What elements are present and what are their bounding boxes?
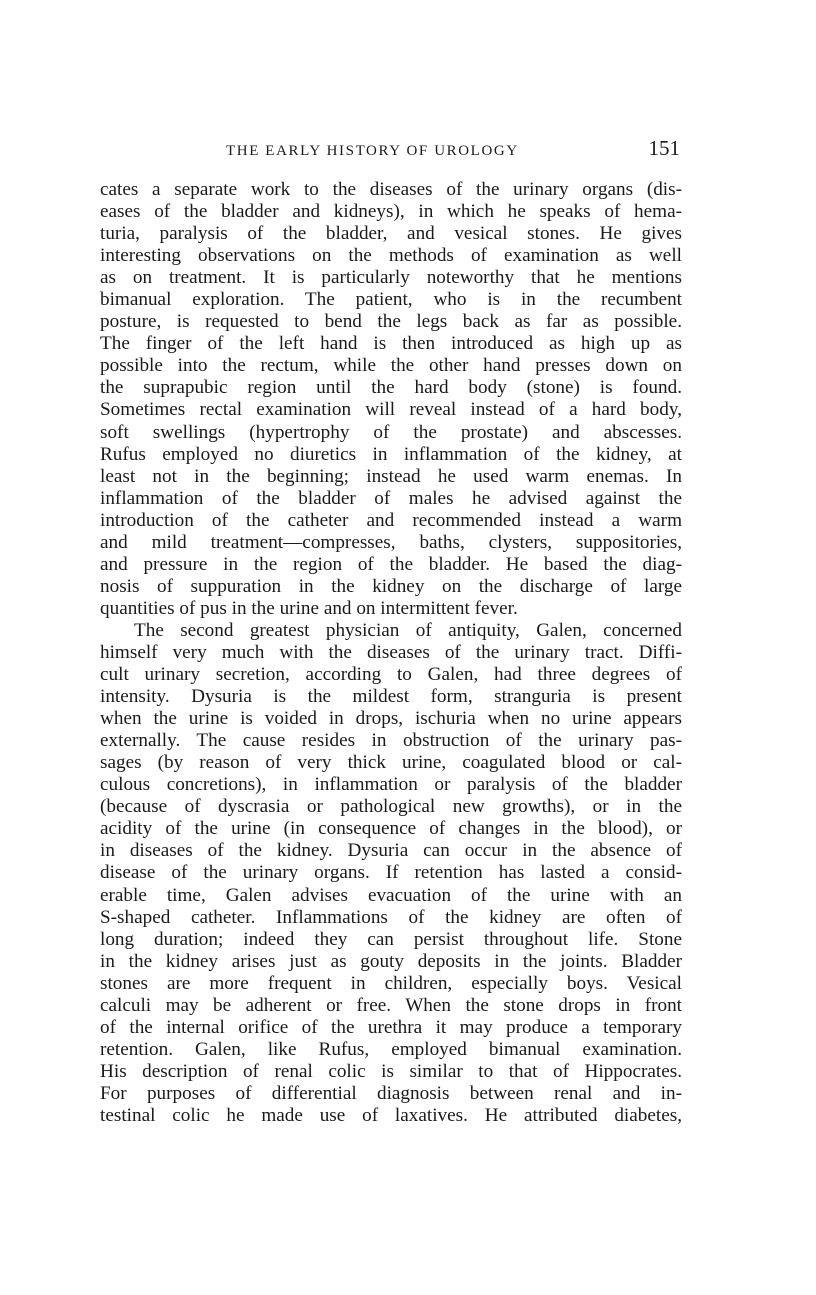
body-text <box>100 179 682 1127</box>
text-line: himself very much with the diseases of the urinary tract. Diffi- <box>100 641 682 663</box>
text-line: posture, is requested to bend the legs back as far as possible. <box>100 311 682 333</box>
text-line: turia, paralysis of the bladder, and vesical stones. He gives <box>100 223 682 245</box>
text-line: S-shaped catheter. Inflammations of the kidney are often of <box>100 906 682 928</box>
running-title: THE EARLY HISTORY OF UROLOGY <box>226 143 519 159</box>
text-line: disease of the urinary organs. If retention has lasted a consid- <box>100 862 682 884</box>
paragraph-last-line: quantities of pus in the urine and on intermittent fever. <box>100 597 518 619</box>
text-line: externally. The cause resides in obstruction of the urinary pas- <box>100 730 682 752</box>
text-line: (because of dyscrasia or pathological new growths), or in the <box>100 796 682 818</box>
text-line: as on treatment. It is particularly noteworthy that he mentions <box>100 267 682 289</box>
paragraph-first-line: The second greatest physician of antiquity, Galen, concerned <box>134 619 682 641</box>
text-line: eases of the bladder and kidneys), in which he speaks of hema- <box>100 201 682 223</box>
text-line: possible into the rectum, while the other hand presses down on <box>100 355 682 377</box>
text-line: bimanual exploration. The patient, who is in the recumbent <box>100 289 682 311</box>
text-line: Rufus employed no diuretics in inflammation of the kidney, at <box>100 443 682 465</box>
text-line: testinal colic he made use of laxatives. He attributed diabetes, <box>100 1104 682 1126</box>
text-line: cult urinary secretion, according to Galen, had three degrees of <box>100 664 682 686</box>
text-line: of the internal orifice of the urethra it may produce a temporary <box>100 1016 682 1038</box>
text-line: erable time, Galen advises evacuation of the urine with an <box>100 884 682 906</box>
text-line: For purposes of differential diagnosis between renal and in- <box>100 1082 682 1104</box>
text-line: culous concretions), in inflammation or paralysis of the bladder <box>100 774 682 796</box>
text-line: least not in the beginning; instead he used warm enemas. In <box>100 465 682 487</box>
text-line: Sometimes rectal examination will reveal instead of a hard body, <box>100 399 682 421</box>
text-line: stones are more frequent in children, especially boys. Vesical <box>100 972 682 994</box>
text-line: sages (by reason of very thick urine, coagulated blood or cal- <box>100 752 682 774</box>
text-line: His description of renal colic is similar to that of Hippocrates. <box>100 1060 682 1082</box>
text-line: nosis of suppuration in the kidney on the discharge of large <box>100 575 682 597</box>
text-line: cates a separate work to the diseases of the urinary organs (dis- <box>100 179 682 200</box>
text-line: soft swellings (hypertrophy of the prostate) and abscesses. <box>100 421 682 443</box>
text-line: the suprapubic region until the hard body (stone) is found. <box>100 377 682 399</box>
page-number: 151 <box>648 136 680 160</box>
text-line: inflammation of the bladder of males he advised against the <box>100 487 682 509</box>
text-line: The finger of the left hand is then introduced as high up as <box>100 333 682 355</box>
text-line: acidity of the urine (in consequence of changes in the blood), or <box>100 818 682 840</box>
text-line: in the kidney arises just as gouty deposits in the joints. Bladder <box>100 950 682 972</box>
text-line: calculi may be adherent or free. When the stone drops in front <box>100 994 682 1016</box>
text-line: when the urine is voided in drops, ischuria when no urine appears <box>100 708 682 730</box>
text-line: introduction of the catheter and recommended instead a warm <box>100 509 682 531</box>
text-line: long duration; indeed they can persist throughout life. Stone <box>100 928 682 950</box>
text-line: retention. Galen, like Rufus, employed bimanual examination. <box>100 1038 682 1060</box>
text-line: in diseases of the kidney. Dysuria can occur in the absence of <box>100 840 682 862</box>
text-line: and mild treatment—compresses, baths, clysters, suppositories, <box>100 531 682 553</box>
text-line: and pressure in the region of the bladder. He based the diag- <box>100 553 682 575</box>
text-line: interesting observations on the methods of examination as well <box>100 245 682 267</box>
running-head <box>100 136 682 166</box>
text-line: intensity. Dysuria is the mildest form, stranguria is present <box>100 686 682 708</box>
